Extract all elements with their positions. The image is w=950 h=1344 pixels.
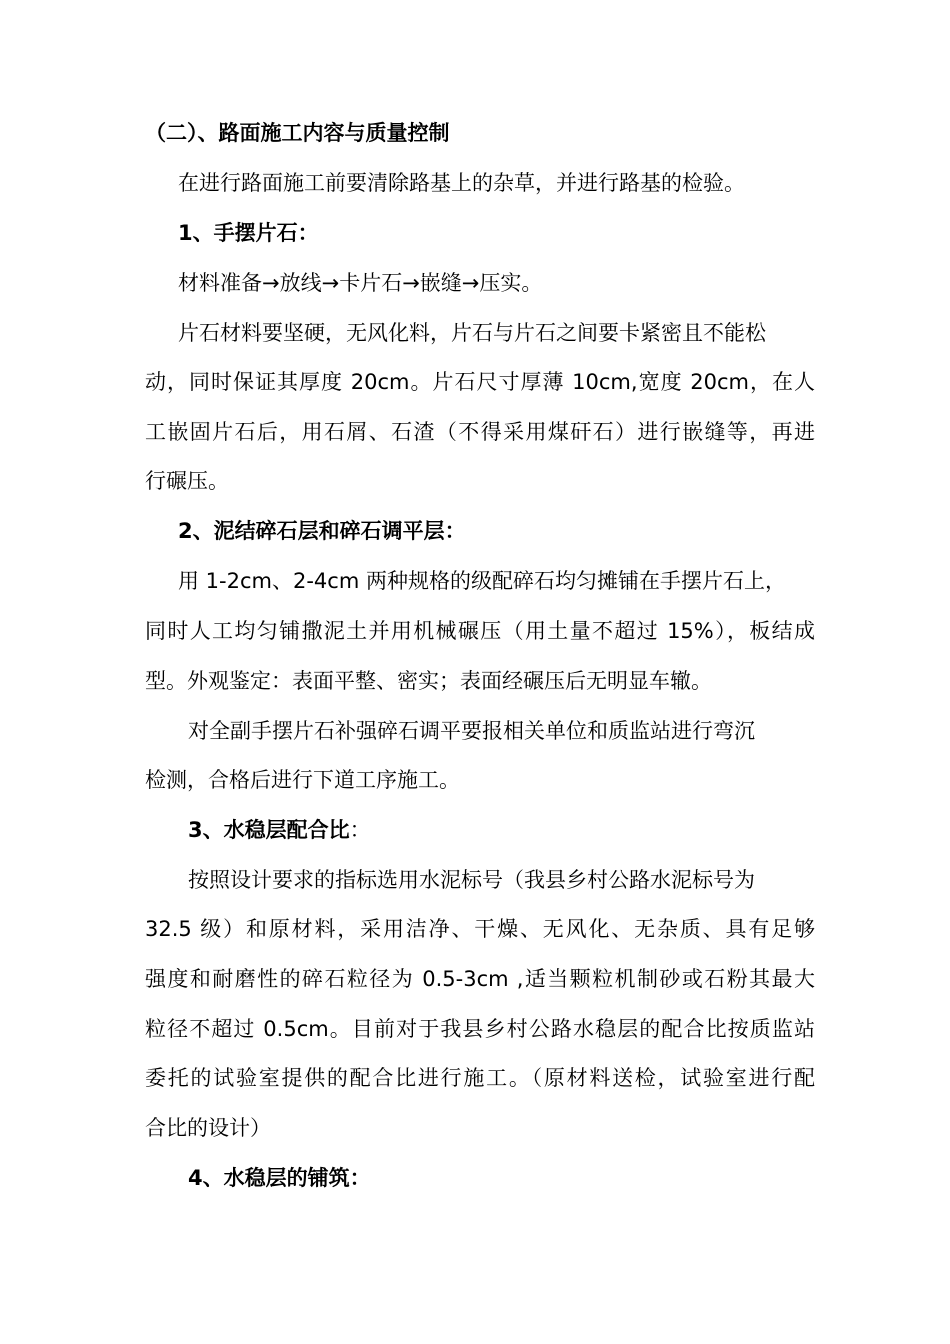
paragraph-line: 片石材料要坚硬，无风化料，片石与片石之间要卡紧密且不能松 <box>178 321 766 345</box>
paragraph-line: 同时人工均匀铺撒泥土并用机械碾压（用土量不超过 15%），板结成 <box>145 619 815 643</box>
subheading: 1、手摆片石： <box>178 221 319 245</box>
paragraph-line: 委托的试验室提供的配合比进行施工。（原材料送检，试验室进行配 <box>145 1066 815 1090</box>
section-heading: （二）、路面施工内容与质量控制 <box>145 121 450 145</box>
paragraph-line: 合比的设计） <box>145 1116 271 1140</box>
paragraph-line: 粒径不超过 0.5cm。目前对于我县乡村公路水稳层的配合比按质监站 <box>145 1017 815 1041</box>
paragraph-line: 强度和耐磨性的碎石粒径为 0.5-3cm ,适当颗粒机制砂或石粉其最大 <box>145 967 815 991</box>
subheading-colon: ： <box>349 818 371 842</box>
paragraph-line: 检测，合格后进行下道工序施工。 <box>145 768 460 792</box>
paragraph-line: 按照设计要求的指标选用水泥标号（我县乡村公路水泥标号为 <box>188 868 755 892</box>
paragraph-line: 材料准备→放线→卡片石→嵌缝→压实。 <box>178 271 543 295</box>
subheading <box>188 815 858 845</box>
paragraph-line: 型。外观鉴定：表面平整、密实；表面经碾压后无明显车辙。 <box>145 669 712 693</box>
paragraph-line: 行碾压。 <box>145 469 229 493</box>
paragraph-line: 对全副手摆片石补强碎石调平要报相关单位和质监站进行弯沉 <box>188 719 755 743</box>
subheading: 2、泥结碎石层和碎石调平层： <box>178 519 466 543</box>
paragraph-line: 32.5 级）和原材料，采用洁净、干燥、无风化、无杂质、具有足够 <box>145 917 815 941</box>
paragraph-line: 工嵌固片石后，用石屑、石渣（不得采用煤矸石）进行嵌缝等，再进 <box>145 420 815 444</box>
paragraph-line: 在进行路面施工前要清除路基上的杂草，并进行路基的检验。 <box>178 171 745 195</box>
paragraph-line: 动，同时保证其厚度 20cm。片石尺寸厚薄 10cm,宽度 20cm，在人 <box>145 370 815 394</box>
subheading-title: 3、水稳层配合比 <box>188 818 350 842</box>
subheading: 4、水稳层的铺筑： <box>188 1166 371 1190</box>
paragraph-line: 用 1-2cm、2-4cm 两种规格的级配碎石均匀摊铺在手摆片石上， <box>178 569 786 593</box>
